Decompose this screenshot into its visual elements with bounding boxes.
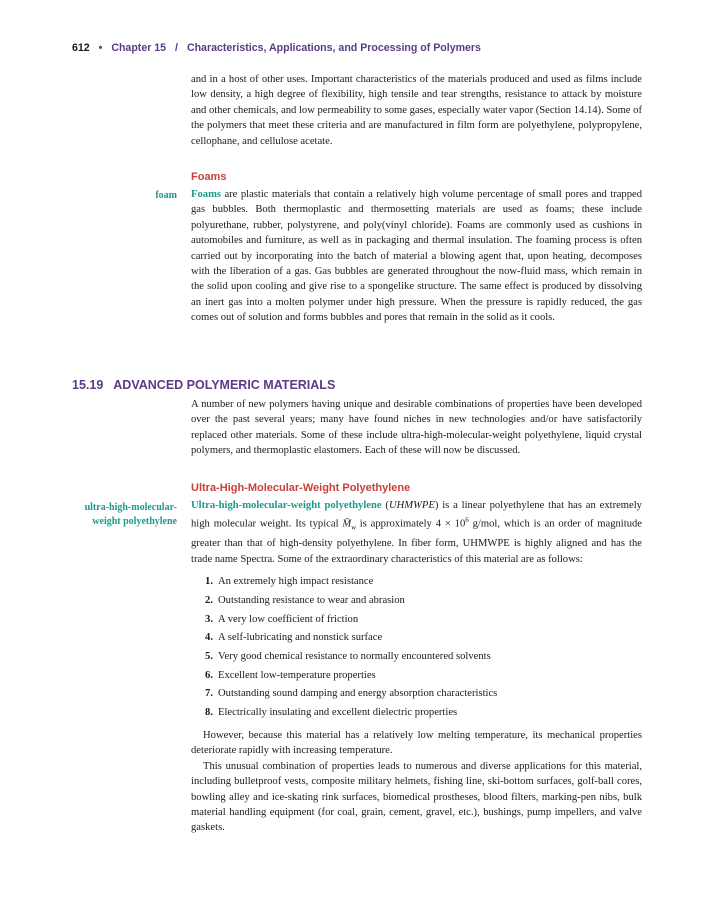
uhmwpe-body-b: is approximately 4 × 10	[355, 518, 466, 530]
margin-term-foam: foam	[155, 190, 177, 201]
list-text: Excellent low-temperature properties	[218, 669, 376, 681]
list-number: 5.	[205, 651, 213, 663]
list-text: A self-lubricating and nonstick surface	[218, 632, 383, 644]
list-text: Outstanding resistance to wear and abrasion	[218, 594, 405, 606]
list-text: Very good chemical resistance to normally encountered solvents	[218, 651, 491, 663]
foams-heading: Foams	[191, 171, 227, 183]
uhmwpe-term: Ultra-high-molecular-weight polyethylene	[191, 500, 382, 511]
however-paragraph: However, because this material has a relatively low melting temperature, its mechanical properties deteriorate rapidly with increasing temperature.	[191, 729, 642, 757]
foams-paragraph	[191, 187, 642, 326]
applications-paragraph: This unusual combination of properties leads to numerous and diverse applications for this material, including bulletproof vests, composite military helmets, fishing line, ski-bottom surfaces, golf-ball cores, bowling alley and ice-skating rink surfaces, biomedical prostheses, blood filters, marking-pen nibs, bulk material handling equipment (for coal, grain, cement, gravel, etc.), bushings, pump impellers, and valve gaskets.	[191, 760, 642, 834]
list-number: 2.	[205, 594, 213, 606]
section-heading	[72, 378, 335, 392]
uhmwpe-block	[191, 482, 642, 836]
foams-block	[191, 171, 642, 326]
header-bullet: •	[98, 42, 103, 54]
list-item	[191, 685, 642, 704]
list-number: 8.	[205, 707, 213, 719]
margin-term-line2: weight polyethylene	[92, 516, 177, 527]
list-item	[191, 704, 642, 723]
exponent: 6	[465, 516, 469, 525]
margin-term-line1: ultra-high-molecular-	[84, 502, 177, 513]
page-number: 612	[72, 42, 90, 54]
list-item	[191, 648, 642, 667]
mw-symbol: M̄	[342, 518, 352, 530]
list-number: 3.	[205, 613, 213, 625]
list-item	[191, 667, 642, 686]
list-text: An extremely high impact resistance	[218, 576, 374, 588]
list-item	[191, 611, 642, 630]
uhmwpe-body-c: g/mol, which is an order of magnitude greater than that of high-density polyethylene. In fiber form, UHMWPE is highly aligned and has the trade name Spectra. Some of the extraordinary characteristics of this material are as follows:	[191, 518, 642, 565]
list-number: 1.	[205, 576, 213, 588]
section-intro-paragraph: A number of new polymers having unique and desirable combinations of properties have been developed over the past several years; many have found niches in new technologies and/or have satisfactorily replaced other materials. Some of these include ultra-high-molecular-weight polyethylene, liquid crystal polymers, and thermoplastic elastomers. Each of these will now be discussed.	[191, 399, 642, 457]
list-item	[191, 573, 642, 592]
chapter-title: Characteristics, Applications, and Processing of Polymers	[186, 42, 481, 54]
header-slash: /	[175, 42, 178, 54]
running-header	[72, 42, 672, 54]
intro-block	[191, 72, 642, 149]
list-number: 7.	[205, 688, 213, 700]
section-number: 15.19	[72, 378, 104, 392]
intro-paragraph: and in a host of other uses. Important characteristics of the materials produced and used as films include low density, a high degree of flexibility, high tensile and tear strengths, resistance to attack by moisture and other chemicals, and low permeability to some gases, especially water vapor (Section 14.14). Some of the polymers that meet these criteria and are manufactured in film form are polyethylene, polypropylene, cellophane, and cellulose acetate.	[191, 74, 642, 147]
list-item	[191, 629, 642, 648]
uhmwpe-paragraph	[191, 498, 642, 567]
abbr-open: (	[381, 500, 389, 511]
foams-body: are plastic materials that contain a relatively high volume percentage of small pores and trapped gas bubbles. Both thermoplastic and thermosetting materials are used as foams; these include polyurethane, rubber, polystyrene, and poly(vinyl chloride). Foams are commonly used as cushions in automobiles and furniture, as well as in packaging and thermal insulation. The foaming process is often carried out by incorporating into the batch of material a blowing agent that, upon heating, decomposes with the liberation of a gas. Gas bubbles are generated throughout the now-fluid mass, which remain in the solid upon cooling and give rise to a spongelike structure. The same effect is produced by dissolving an inert gas into a molten polymer under high pressure. When the pressure is rapidly reduced, the gas comes out of solution and forms bubbles and pores that remain in the solid as it cools.	[191, 189, 642, 324]
section-title: ADVANCED POLYMERIC MATERIALS	[113, 378, 336, 392]
section-intro-block	[191, 397, 642, 459]
list-number: 6.	[205, 669, 213, 681]
properties-list	[191, 573, 642, 723]
list-text: Outstanding sound damping and energy absorption characteristics	[218, 688, 498, 700]
uhmwpe-body-a: ) is a linear polyethylene that has an extremely high molecular weight. Its typical	[191, 500, 642, 530]
uhmwpe-heading: Ultra-High-Molecular-Weight Polyethylene	[191, 482, 411, 494]
uhmwpe-abbr: UHMWPE	[388, 500, 435, 511]
list-number: 4.	[205, 632, 213, 644]
list-item	[191, 592, 642, 611]
chapter-label: Chapter 15	[111, 42, 167, 54]
list-text: Electrically insulating and excellent dielectric properties	[218, 707, 458, 719]
mw-subscript: w	[351, 524, 356, 533]
foams-term: Foams	[191, 189, 222, 200]
margin-term-uhmwpe	[85, 501, 177, 529]
list-text: A very low coefficient of friction	[218, 613, 359, 625]
